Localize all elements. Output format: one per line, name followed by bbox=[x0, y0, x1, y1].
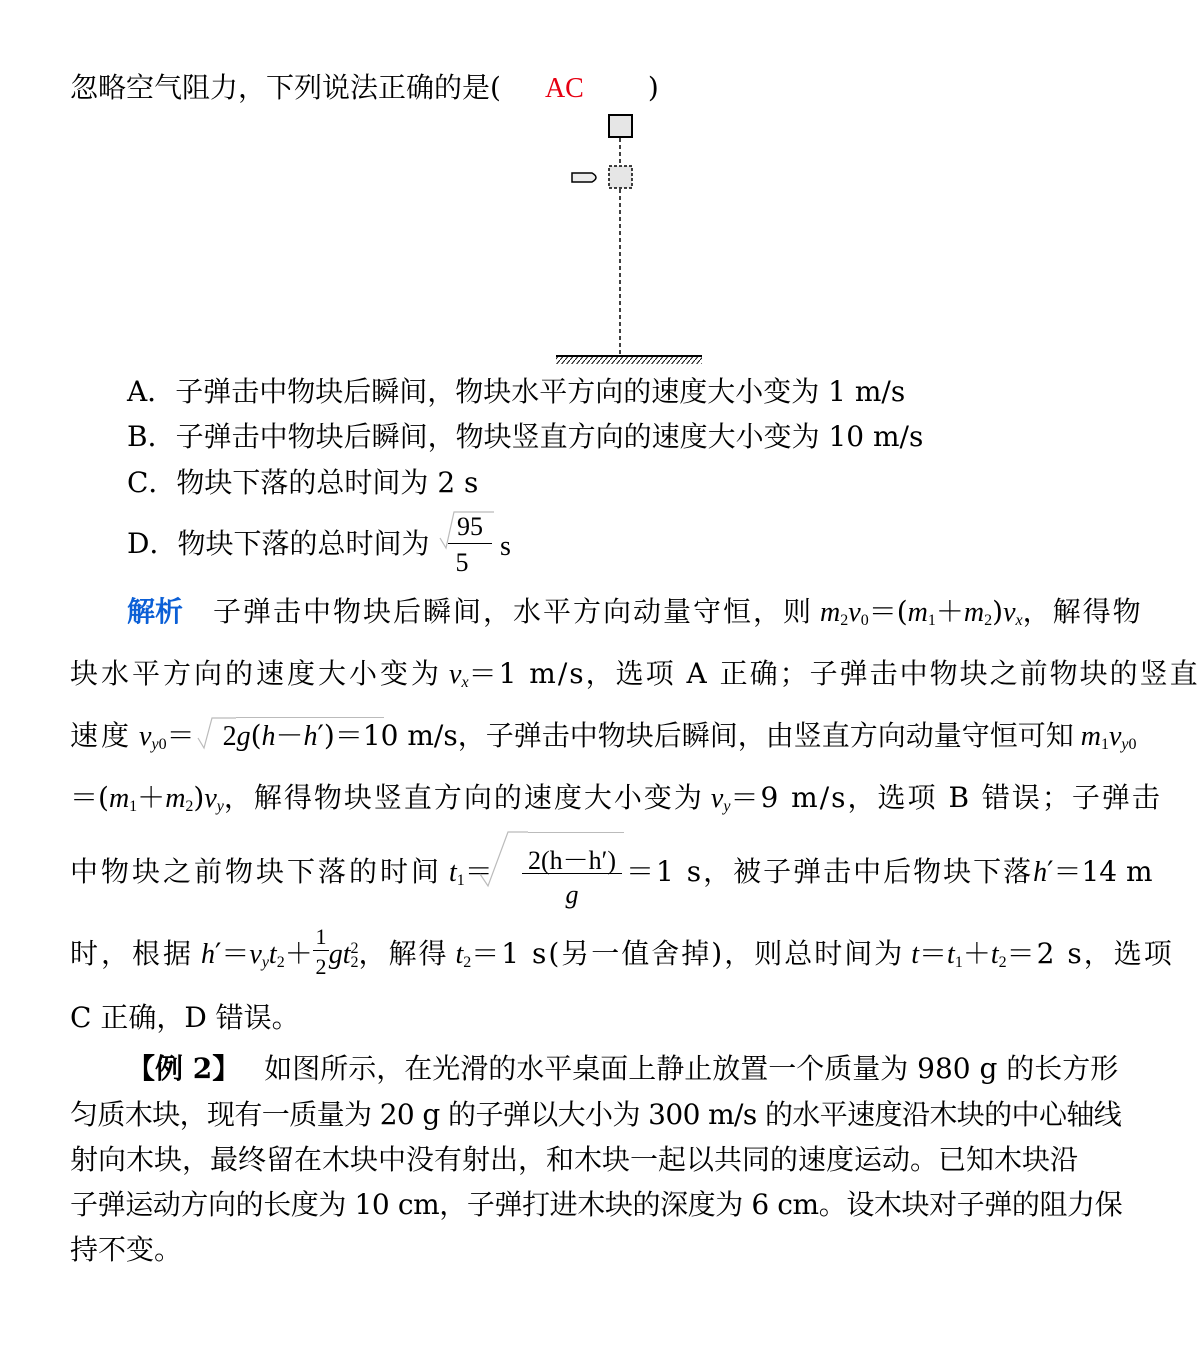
example-line-4: 子弹运动方向的长度为 10 cm，子弹打进木块的深度为 6 cm。设木块对子弹的阻力保 bbox=[70, 1188, 1123, 1221]
example-line-5: 持不变。 bbox=[70, 1233, 183, 1266]
sqrt-sign-l3 bbox=[196, 714, 236, 764]
analysis-l4-c: ＝9 m/s，选项 B 错误；子弹击 bbox=[730, 781, 1162, 814]
block-initial bbox=[609, 115, 632, 137]
analysis-line-1: 解析 子弹击中物块后瞬间，水平方向动量守恒，则 $m_2v_0=(m_1+m_2)v_x$，解得物 bbox=[127, 595, 1143, 629]
option-d-den: 5 bbox=[455, 548, 469, 577]
option-d-num: 95 bbox=[457, 512, 483, 541]
analysis-line-5-tail: ＝1 s，被子弹击中后物块下落h′＝14 m bbox=[626, 855, 1153, 888]
analysis-l5-c: ＝14 m bbox=[1053, 855, 1153, 888]
option-b: B．子弹击中物块后瞬间，物块竖直方向的速度大小变为 10 m/s bbox=[127, 420, 924, 453]
half-den: 2 bbox=[315, 954, 327, 979]
analysis-line-3: 速度 $v_{y0}= 2g(h-h')=10$ m/s，子弹击中物块后瞬间，由竖直方向动量守恒可知 $m_1v_{y0}$ bbox=[70, 719, 1137, 753]
analysis-l6-d: ＝2 s，选项 bbox=[1006, 937, 1174, 970]
frac-l5-bar bbox=[522, 873, 622, 874]
analysis-l1-text: 子弹击中物块后瞬间，水平方向动量守恒，则 bbox=[213, 595, 814, 628]
option-d-unit: s bbox=[500, 531, 511, 562]
analysis-line-5: 中物块之前物块下落的时间 $t_1=$ bbox=[70, 855, 493, 889]
analysis-l5-b: ＝1 s，被子弹击中后物块下落 bbox=[626, 855, 1034, 888]
option-d-bar bbox=[448, 543, 492, 544]
ground-hatch bbox=[556, 357, 702, 364]
analysis-line-6: 时，根据 $h'=v_yt_2+ gt^2_2$，解得 $t_2=1$ s(另一值舍掉)，则总时间为 $t=t_1+t_2=2$ s，选项 bbox=[70, 937, 1174, 971]
half-bar bbox=[313, 950, 329, 951]
example-label: 【例 2】 bbox=[127, 1052, 241, 1085]
option-d bbox=[127, 527, 430, 560]
bullet bbox=[572, 173, 596, 182]
question-text: 忽略空气阻力，下列说法正确的是( bbox=[70, 71, 501, 104]
analysis-l4-b: ，解得物块竖直方向的速度大小变为 bbox=[223, 781, 704, 814]
option-c: C．物块下落的总时间为 2 s bbox=[127, 466, 479, 499]
option-d-text: D．物块下落的总时间为 bbox=[127, 527, 430, 560]
example-line-3: 射向木块，最终留在木块中没有射出，和木块一起以共同的速度运动。已知木块沿 bbox=[70, 1143, 1079, 1176]
sqrt-bar-l3 bbox=[236, 717, 384, 718]
frac-l5-num: 2(h－h′) bbox=[527, 846, 616, 875]
analysis-label: 解析 bbox=[127, 595, 184, 628]
physics-figure bbox=[0, 0, 1200, 380]
frac-l5-den: g bbox=[565, 880, 579, 909]
answer-text: AC bbox=[544, 73, 584, 104]
analysis-l6-c: ＝1 s(另一值舍掉)，则总时间为 bbox=[471, 937, 905, 970]
analysis-l2-b: ＝1 m/s，选项 A 正确；子弹击中物块之前物块的竖直 bbox=[468, 657, 1200, 690]
half-num: 1 bbox=[315, 924, 327, 949]
example-line-1 bbox=[127, 1052, 1119, 1085]
close-paren: ) bbox=[647, 71, 659, 104]
block-hit bbox=[609, 166, 632, 188]
analysis-l2-a: 块水平方向的速度大小变为 bbox=[70, 657, 443, 690]
analysis-l3-b: ＝10 m/s，子弹击中物块后瞬间，由竖直方向动量守恒可知 bbox=[334, 719, 1074, 752]
analysis-line-4: $=(m_1+m_2)v_y$，解得物块竖直方向的速度大小变为 $v_y=9$ m/s，选项 B 错误；子弹击 bbox=[70, 781, 1162, 815]
analysis-l1-tail: ，解得物 bbox=[1022, 595, 1143, 628]
sqrt-bar-l5 bbox=[528, 832, 624, 833]
analysis-l5-a: 中物块之前物块下落的时间 bbox=[70, 855, 443, 888]
analysis-line-2: 块水平方向的速度大小变为 $v_x=1$ m/s，选项 A 正确；子弹击中物块之前物块的竖直 bbox=[70, 657, 1200, 691]
example-l1: 如图所示，在光滑的水平桌面上静止放置一个质量为 980 g 的长方形 bbox=[264, 1052, 1119, 1085]
option-a: A．子弹击中物块后瞬间，物块水平方向的速度大小变为 1 m/s bbox=[127, 375, 906, 408]
example-line-2: 匀质木块，现有一质量为 20 g 的子弹以大小为 300 m/s 的水平速度沿木块的中心轴线 bbox=[70, 1098, 1122, 1131]
analysis-l6-a: 时，根据 bbox=[70, 937, 195, 970]
analysis-line-7: C 正确，D 错误。 bbox=[70, 1001, 300, 1034]
analysis-l6-b: ，解得 bbox=[358, 937, 449, 970]
analysis-l3-a: 速度 bbox=[70, 719, 133, 752]
